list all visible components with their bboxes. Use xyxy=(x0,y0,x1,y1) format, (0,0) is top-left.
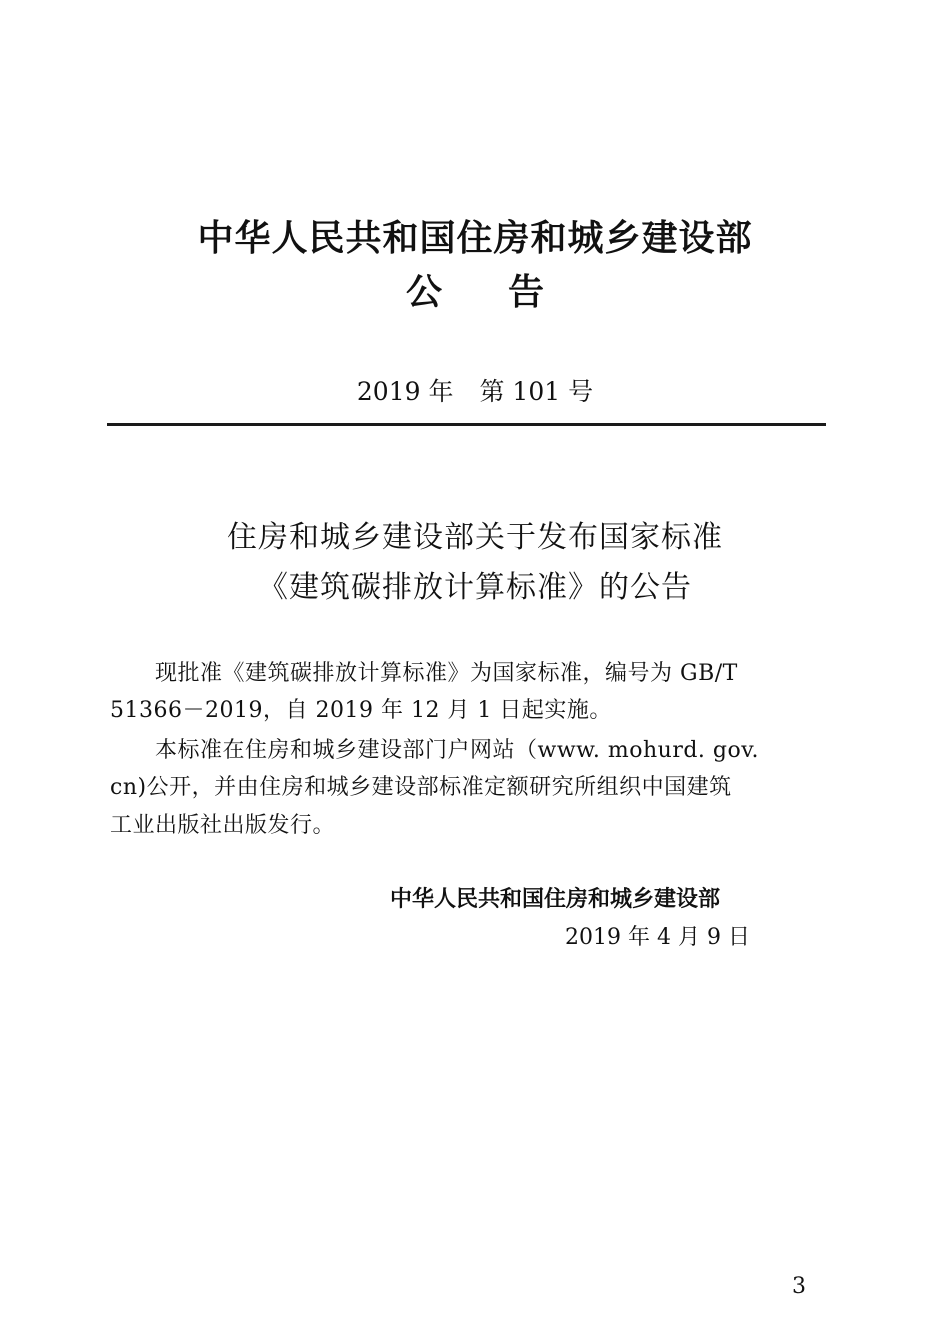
body-line: 工业出版社出版发行。 xyxy=(110,813,336,838)
headline-line-2: 《建筑碳排放计算标准》的公告 xyxy=(258,570,692,605)
signature-date: 2019 年 4 月 9 日 xyxy=(565,925,750,950)
document-year: 2019 年 xyxy=(356,377,454,406)
document-type-heading xyxy=(0,264,950,315)
body-line: 现批准《建筑碳排放计算标准》为国家标准，编号为 GB/T xyxy=(110,661,738,686)
document-number xyxy=(0,372,950,408)
document-type-char-2: 告 xyxy=(508,272,545,313)
body-line: 本标准在住房和城乡建设部门户网站（www. mohurd. gov. xyxy=(110,738,760,763)
header-divider xyxy=(107,423,826,426)
page-number: 3 xyxy=(792,1274,806,1299)
document-type-char-1: 公 xyxy=(405,272,442,313)
ministry-title: 中华人民共和国住房和城乡建设部 xyxy=(197,218,753,259)
signature-organization: 中华人民共和国住房和城乡建设部 xyxy=(390,887,721,912)
body-line: 51366－2019，自 2019 年 12 月 1 日起实施。 xyxy=(110,698,612,723)
body-line: cn)公开，并由住房和城乡建设部标准定额研究所组织中国建筑 xyxy=(110,775,732,800)
announcement-number: 第 101 号 xyxy=(479,377,594,406)
headline-line-1: 住房和城乡建设部关于发布国家标准 xyxy=(227,520,723,555)
